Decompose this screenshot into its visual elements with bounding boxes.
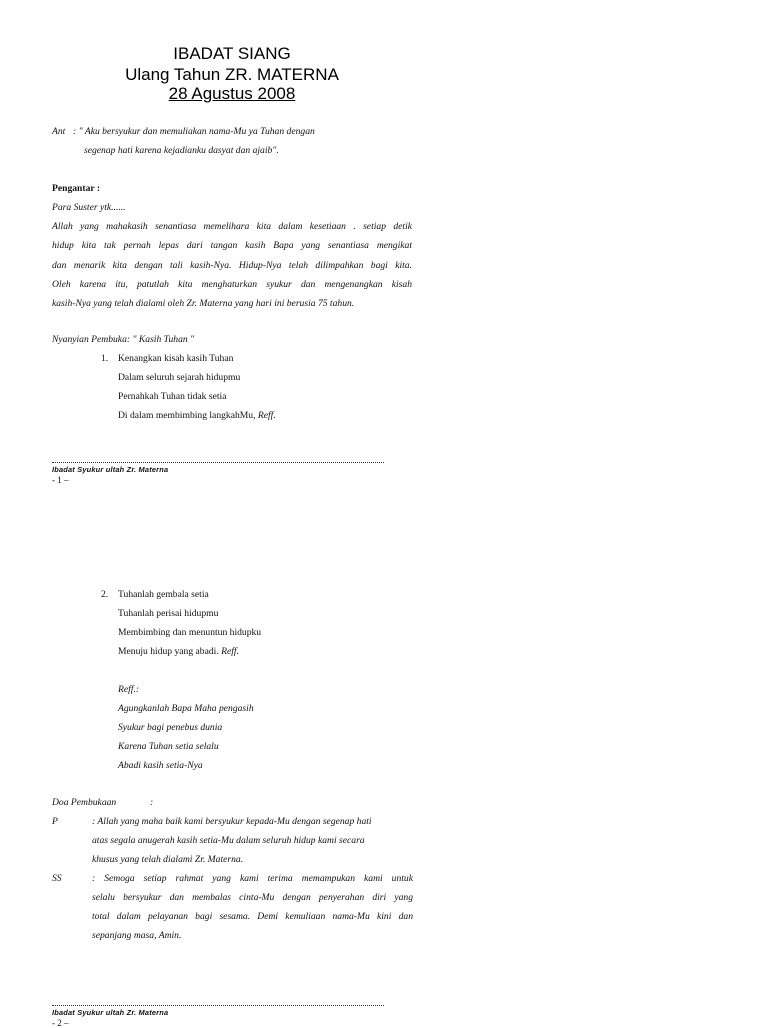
refrain-tag: Reff. <box>257 410 276 421</box>
document-date: 28 Agustus 2008 <box>168 84 296 103</box>
prayer-line: total dalam pelayanan bagi sesama. Demi kemuliaan nama-Mu kini dan <box>92 911 413 922</box>
verse-line-with-refrain <box>118 646 239 658</box>
page-number: - 1 – <box>52 475 69 485</box>
verse-line: Menuju hidup yang abadi. <box>118 646 222 657</box>
prayer-line: sepanjang masa, Amin. <box>92 930 182 941</box>
verse-line: Dalam seluruh sejarah hidupmu <box>118 372 241 383</box>
verse-line: Tuhanlah perisai hidupmu <box>118 608 219 619</box>
antiphon-line-1: : " Aku bersyukur dan memuliakan nama-Mu ya Tuhan dengan <box>73 126 315 137</box>
opening-prayer-heading: Doa Pembukaan <box>52 797 117 808</box>
refrain-tag: Reff. <box>221 646 239 657</box>
introduction-line: Oleh karena itu, patutlah kita menghaturkan syukur dan mengenangkan kisah <box>52 279 412 290</box>
introduction-heading: Pengantar : <box>52 183 101 194</box>
footer-divider <box>52 1005 384 1006</box>
prayer-line: : Semoga setiap rahmat yang kami terima memampukan kami untuk <box>92 873 413 884</box>
verse-number: 2. <box>101 589 109 600</box>
prayer-line: selalu bersyukur dan membalas cinta-Mu dengan penyerahan diri yang <box>92 892 413 903</box>
introduction-line: hidup kita tak pernah lepas dari tangan kasih Bapa yang senantiasa mengikat <box>52 240 412 251</box>
verse-line: Kenangkan kisah kasih Tuhan <box>118 353 234 364</box>
verse-line: Pernahkah Tuhan tidak setia <box>118 391 227 402</box>
prayer-speaker-p: P <box>52 816 58 827</box>
introduction-line: kasih-Nya yang telah dialami oleh Zr. Materna yang hari ini berusia 75 tahun. <box>52 298 355 309</box>
antiphon-line-2: segenap hati karena kejadianku dasyat dan ajaib". <box>84 145 279 156</box>
refrain-line: Abadi kasih setia-Nya <box>118 760 203 771</box>
page-number: - 2 – <box>52 1018 69 1028</box>
prayer-line: atas segala anugerah kasih setia-Mu dalam seluruh hidup kami secara <box>92 835 365 846</box>
antiphon-label: Ant <box>52 126 66 137</box>
refrain-line: Agungkanlah Bapa Maha pengasih <box>118 703 254 714</box>
prayer-line: khusus yang telah dialami Zr. Materna. <box>92 854 244 865</box>
refrain-label: Reff.: <box>118 684 140 695</box>
introduction-greeting: Para Suster ytk...... <box>52 202 126 213</box>
document-title: IBADAT SIANG <box>173 44 291 63</box>
verse-line: Tuhanlah gembala setia <box>118 589 209 600</box>
verse-line: Di dalam membimbing langkahMu, <box>118 410 258 421</box>
prayer-line: : Allah yang maha baik kami bersyukur kepada-Mu dengan segenap hati <box>92 816 372 827</box>
verse-line-with-refrain <box>118 410 276 422</box>
verse-number: 1. <box>101 353 109 364</box>
footer-label: Ibadat Syukur ultah Zr. Materna <box>52 465 169 474</box>
refrain-line: Karena Tuhan setia selalu <box>118 741 219 752</box>
opening-song-heading: Nyanyian Pembuka: " Kasih Tuhan " <box>52 334 195 345</box>
verse-line: Membimbing dan menuntun hidupku <box>118 627 262 638</box>
footer-divider <box>52 462 384 463</box>
footer-label: Ibadat Syukur ultah Zr. Materna <box>52 1008 169 1017</box>
document-subtitle: Ulang Tahun ZR. MATERNA <box>125 65 339 84</box>
opening-prayer-colon: : <box>150 797 154 808</box>
refrain-line: Syukur bagi penebus dunia <box>118 722 223 733</box>
introduction-line: Allah yang mahakasih senantiasa memelihara kita dalam kesetiaan . setiap detik <box>52 221 412 232</box>
prayer-speaker-ss: SS <box>52 873 62 884</box>
introduction-line: dan menarik kita dengan tali kasih-Nya. Hidup-Nya telah dilimpahkan bagi kita. <box>52 260 412 271</box>
